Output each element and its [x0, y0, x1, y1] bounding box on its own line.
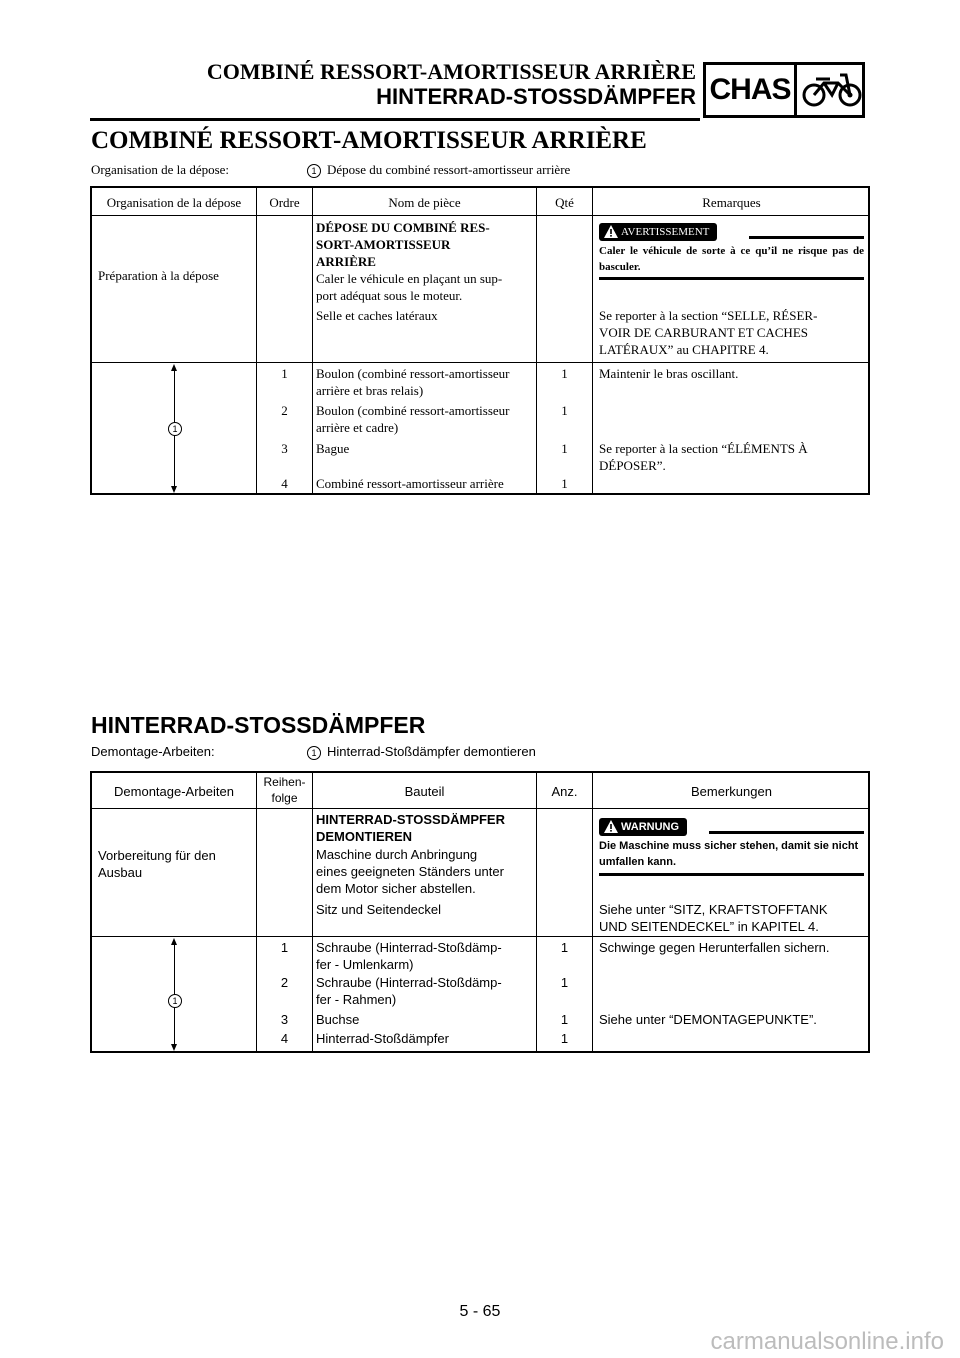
qty-cell: 1 — [561, 476, 568, 491]
part-cell: Schraube (Hinterrad-Stoßdämp- fer - Umlenkarm) — [316, 940, 502, 972]
warning-rule — [599, 873, 864, 876]
arrow-up-icon — [171, 364, 177, 371]
column-header: Demontage-Arbeiten — [114, 784, 234, 799]
step-number-badge: 1 — [307, 164, 321, 178]
removal-subtitle-value — [307, 744, 536, 760]
part-cell: Schraube (Hinterrad-Stoßdämp- fer - Rahmen) — [316, 975, 502, 1007]
col-divider — [312, 188, 313, 493]
header-rule — [90, 118, 700, 121]
qty-cell: 1 — [561, 441, 568, 456]
qty-cell: 1 — [561, 403, 568, 418]
part-cell: Boulon (combiné ressort-amortisseur arrière et cadre) — [316, 403, 510, 435]
remark-cell: Schwinge gegen Herunterfallen sichern. — [599, 940, 830, 955]
col-divider — [592, 188, 593, 493]
part-cell: Combiné ressort-amortisseur arrière — [316, 476, 504, 491]
preparation-label: Vorbereitung für den Ausbau — [98, 848, 216, 880]
col-divider — [312, 773, 313, 1051]
warning-label: WARNUNG — [621, 821, 680, 833]
header-title-fr: COMBINÉ RESSORT-AMORTISSEUR ARRIÈRE — [206, 59, 696, 84]
column-header: Anz. — [551, 784, 578, 799]
preparation-label: Préparation à la dépose — [98, 268, 219, 283]
order-cell: 1 — [280, 940, 289, 955]
removal-subtitle-label: Demontage-Arbeiten: — [91, 744, 215, 759]
header-title-de: HINTERRAD-STOSSDÄMPFER — [376, 84, 696, 109]
col-divider — [536, 773, 537, 1051]
part-cell: Boulon (combiné ressort-amortisseur arrière et bras relais) — [316, 366, 510, 398]
group-number-badge: 1 — [168, 422, 182, 436]
column-header: Reihen- folge — [263, 775, 306, 805]
motorcycle-icon — [802, 69, 862, 111]
section-tag-label: CHAS — [709, 73, 791, 106]
section-tag-box — [703, 62, 865, 118]
remark-cell: Maintenir le bras oscillant. — [599, 366, 739, 381]
removal-subtitle-label: Organisation de la dépose: — [91, 162, 230, 177]
preparation-step: Sitz und Seitendeckel — [316, 902, 442, 917]
preparation-heading: DÉPOSE DU COMBINÉ RES- SORT-AMORTISSEUR ARRIÈRE — [316, 220, 490, 269]
arrow-down-icon — [171, 1044, 177, 1051]
qty-cell: 1 — [560, 940, 569, 955]
column-header: Bauteil — [404, 784, 445, 799]
part-cell: Bague — [316, 441, 350, 456]
section-tag-divider — [794, 65, 797, 115]
removal-subtitle-text: Hinterrad-Stoßdämpfer demontieren — [327, 744, 536, 759]
step-number-badge: 1 — [307, 746, 321, 760]
qty-cell: 1 — [560, 1031, 569, 1046]
removal-subtitle-text: Dépose du combiné ressort-amortisseur arrière — [327, 162, 571, 177]
part-cell: Hinterrad-Stoßdämpfer — [316, 1031, 449, 1046]
removal-subtitle-value — [307, 162, 570, 178]
order-cell: 3 — [281, 441, 288, 456]
warning-box — [599, 223, 864, 283]
arrow-down-icon — [171, 486, 177, 493]
row-divider — [92, 215, 868, 216]
order-cell: 2 — [280, 975, 289, 990]
remark-cell: Se reporter à la section “ÉLÉMENTS À DÉPOSER”. — [599, 441, 808, 473]
preparation-remark: Se reporter à la section “SELLE, RÉSER- VOIR DE CARBURANT ET CACHES LATÉRAUX” au CHAPITRE 4. — [599, 308, 818, 357]
warning-badge — [599, 223, 717, 241]
part-cell: Buchse — [316, 1012, 360, 1027]
section-title-de: HINTERRAD-STOSSDÄMPFER — [91, 712, 426, 738]
row-divider — [92, 936, 868, 937]
preparation-remark: Siehe unter “SITZ, KRAFTSTOFFTANK UND SEITENDECKEL” in KAPITEL 4. — [599, 902, 828, 934]
watermark: carmanualsonline.info — [710, 1328, 944, 1355]
row-divider — [92, 808, 868, 809]
preparation-step: Selle et caches latéraux — [316, 308, 438, 323]
warning-triangle-icon — [604, 820, 618, 833]
page-number: 5 - 65 — [459, 1303, 501, 1320]
column-header: Nom de pièce — [388, 195, 461, 210]
col-divider — [592, 773, 593, 1051]
warning-badge — [599, 818, 687, 836]
qty-cell: 1 — [560, 1012, 569, 1027]
arrow-up-icon — [171, 938, 177, 945]
group-number-badge: 1 — [168, 994, 182, 1008]
warning-rule — [599, 277, 864, 280]
warning-rule — [749, 236, 864, 239]
preparation-step: Caler le véhicule en plaçant un sup- port adéquat sous le moteur. — [316, 271, 503, 303]
order-cell: 4 — [280, 1031, 289, 1046]
column-header: Organisation de la dépose — [106, 195, 242, 210]
col-divider — [256, 773, 257, 1051]
warning-triangle-icon — [604, 225, 618, 238]
preparation-heading: HINTERRAD-STOSSDÄMPFER DEMONTIEREN — [316, 812, 505, 844]
removal-table-fr — [90, 186, 870, 495]
column-header: Qté — [555, 195, 574, 210]
row-divider — [92, 362, 868, 363]
order-cell: 2 — [281, 403, 288, 418]
removal-table-de — [90, 771, 870, 1053]
order-cell: 4 — [281, 476, 288, 491]
warning-rule — [709, 831, 864, 834]
order-cell: 3 — [280, 1012, 289, 1027]
qty-cell: 1 — [560, 975, 569, 990]
section-title-fr: COMBINÉ RESSORT-AMORTISSEUR ARRIÈRE — [91, 127, 647, 154]
preparation-step: Maschine durch Anbringung eines geeigneten Ständers unter dem Motor sicher abstellen. — [316, 847, 504, 896]
order-cell: 1 — [281, 366, 288, 381]
column-header: Bemerkungen — [691, 784, 772, 799]
column-header: Ordre — [269, 195, 300, 210]
warning-text: Caler le véhicule de sorte à ce qu’il ne risque pas de basculer. — [599, 245, 864, 273]
remark-cell: Siehe unter “DEMONTAGEPUNKTE”. — [599, 1012, 817, 1027]
warning-text: Die Maschine muss sicher stehen, damit sie nicht umfallen kann. — [599, 840, 859, 868]
warning-box — [599, 818, 864, 878]
warning-label: AVERTISSEMENT — [621, 226, 710, 238]
qty-cell: 1 — [561, 366, 568, 381]
column-header: Remarques — [702, 195, 761, 210]
